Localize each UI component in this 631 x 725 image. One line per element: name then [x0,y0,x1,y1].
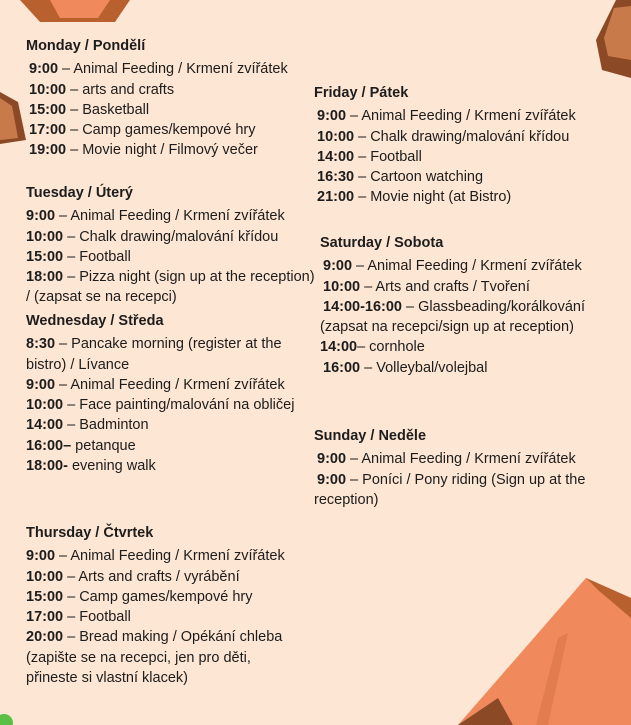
event-time: 16:30 [317,169,355,186]
day-title-monday: Monday / Pondělí [26,38,146,54]
event-time: 9:00 [26,208,56,225]
day-thursday [26,523,296,688]
event-sunday-2 [314,470,622,511]
event-time: 18:00- [26,458,68,475]
day-title-wednesday: Wednesday / Středa [26,313,164,329]
event-text: – Movie night / Filmový večer [66,142,258,159]
event-tuesday-4 [26,267,318,308]
day-title-friday: Friday / Pátek [314,85,409,101]
event-friday-4 [317,167,614,187]
event-text: – Bread making / Opékání chleba (zapište se na recepci, jen pro děti, přineste si vlastní klacek) [26,629,283,687]
event-wednesday-6 [26,456,318,476]
event-time: 10:00 [29,81,67,98]
event-monday-4 [29,120,326,140]
event-text: – Animal Feeding / Krmení zvířátek [346,108,576,125]
event-time: 14:00 [26,417,64,434]
event-thursday-3 [26,587,296,607]
event-saturday-1 [320,256,620,276]
event-time: 15:00 [29,101,67,118]
event-text: – Glassbeading/korálkování (zapsat na recepci/sign up at reception) [320,298,585,336]
event-text: – Volleybal/volejbal [360,359,488,376]
day-title-thursday: Thursday / Čtvrtek [26,525,154,541]
event-time: 15:00 [26,248,64,265]
event-time: 15:00 [26,588,64,605]
event-text: – Cartoon watching [354,169,484,186]
event-friday-2 [317,127,614,147]
event-text: – Camp games/kempové hry [66,122,256,139]
event-text: – arts and crafts [66,81,175,98]
event-text: petanque [71,437,136,454]
event-text: – Football [354,148,422,165]
event-text: – Animal Feeding / Krmení zvířátek [55,548,285,565]
event-wednesday-5 [26,436,318,456]
event-time: 9:00 [26,548,56,565]
event-text: evening walk [67,458,156,475]
event-text: – Animal Feeding / Krmení zvířátek [55,208,285,225]
event-time: 19:00 [29,142,67,159]
event-tuesday-3 [26,247,318,267]
event-time: 18:00 [26,269,64,286]
event-time: 16:00 [323,359,361,376]
event-time: 14:00 [317,148,355,165]
event-text: – Arts and crafts / vyrábění [63,568,240,585]
event-time: 9:00 [317,108,347,125]
event-friday-3 [317,147,614,167]
event-time: 21:00 [317,189,355,206]
event-tuesday-1 [26,206,318,226]
event-text: – Arts and crafts / Tvoření [360,278,530,295]
event-wednesday-4 [26,415,318,435]
event-time: 9:00 [317,471,347,488]
event-text: – Chalk drawing/malování křídou [354,128,570,145]
event-time: 10:00 [26,228,64,245]
event-time: 10:00 [26,397,64,414]
day-title-saturday: Saturday / Sobota [320,235,444,251]
event-text: – Football [63,248,131,265]
event-saturday-3 [320,297,620,338]
event-time: 16:00– [26,437,72,454]
event-time: 9:00 [317,451,347,468]
event-tuesday-2 [26,227,318,247]
event-text: – Basketball [66,101,150,118]
day-title-tuesday: Tuesday / Úterý [26,185,133,201]
decorative-tent-bottom-right [458,578,631,725]
event-monday-1 [29,59,326,79]
decorative-leaf-bottom-left [0,712,14,725]
event-text: – Pizza night (sign up at the reception) / (zapsat se na recepci) [26,269,315,306]
day-title-sunday: Sunday / Neděle [314,428,427,444]
event-text: – Chalk drawing/malování křídou [63,228,279,245]
event-thursday-1 [26,546,296,566]
event-saturday-4 [320,337,620,357]
day-tuesday [26,183,318,308]
event-saturday-5 [320,358,620,378]
event-text: – Animal Feeding / Krmení zvířátek [55,376,285,393]
event-friday-1 [317,106,614,126]
event-wednesday-3 [26,395,318,415]
event-monday-2 [29,80,326,100]
event-wednesday-2 [26,375,318,395]
event-text: – Badminton [63,417,149,434]
day-sunday [314,426,622,510]
event-time: 14:00 [320,339,358,356]
event-monday-5 [29,140,326,160]
event-text: – Face painting/malování na obličej [63,397,295,414]
event-monday-3 [29,100,326,120]
event-saturday-2 [320,277,620,297]
event-text: – Camp games/kempové hry [63,588,253,605]
event-text: – Football [63,609,131,626]
event-thursday-2 [26,567,296,587]
event-time: 10:00 [317,128,355,145]
event-time: 9:00 [26,376,56,393]
decorative-tent-top-left [20,0,130,22]
event-time: 10:00 [26,568,64,585]
event-text: – Movie night (at Bistro) [354,189,512,206]
day-saturday [320,233,620,378]
event-time: 17:00 [29,122,67,139]
event-time: 17:00 [26,609,64,626]
day-wednesday [26,311,318,476]
event-wednesday-1 [26,334,318,375]
event-sunday-1 [314,449,622,469]
event-text: – Animal Feeding / Krmení zvířátek [346,451,576,468]
decorative-rock-left [0,92,26,144]
event-thursday-4 [26,607,296,627]
event-text: – cornhole [357,339,425,356]
event-text: – Pancake morning (register at the bistro) / Lívance [26,336,282,373]
event-time: 8:30 [26,336,56,353]
event-thursday-5 [26,627,296,688]
day-monday [26,36,326,161]
event-text: – Poníci / Pony riding (Sign up at the reception) [314,471,586,508]
event-text: – Animal Feeding / Krmení zvířátek [352,258,582,275]
day-friday [314,83,614,208]
event-friday-5 [317,187,614,207]
event-time: 9:00 [323,258,353,275]
event-time: 9:00 [29,61,59,78]
event-time: 14:00-16:00 [323,298,402,315]
decorative-rock-top-right [596,0,631,78]
event-text: – Animal Feeding / Krmení zvířátek [58,61,288,78]
event-time: 10:00 [323,278,361,295]
event-time: 20:00 [26,629,64,646]
